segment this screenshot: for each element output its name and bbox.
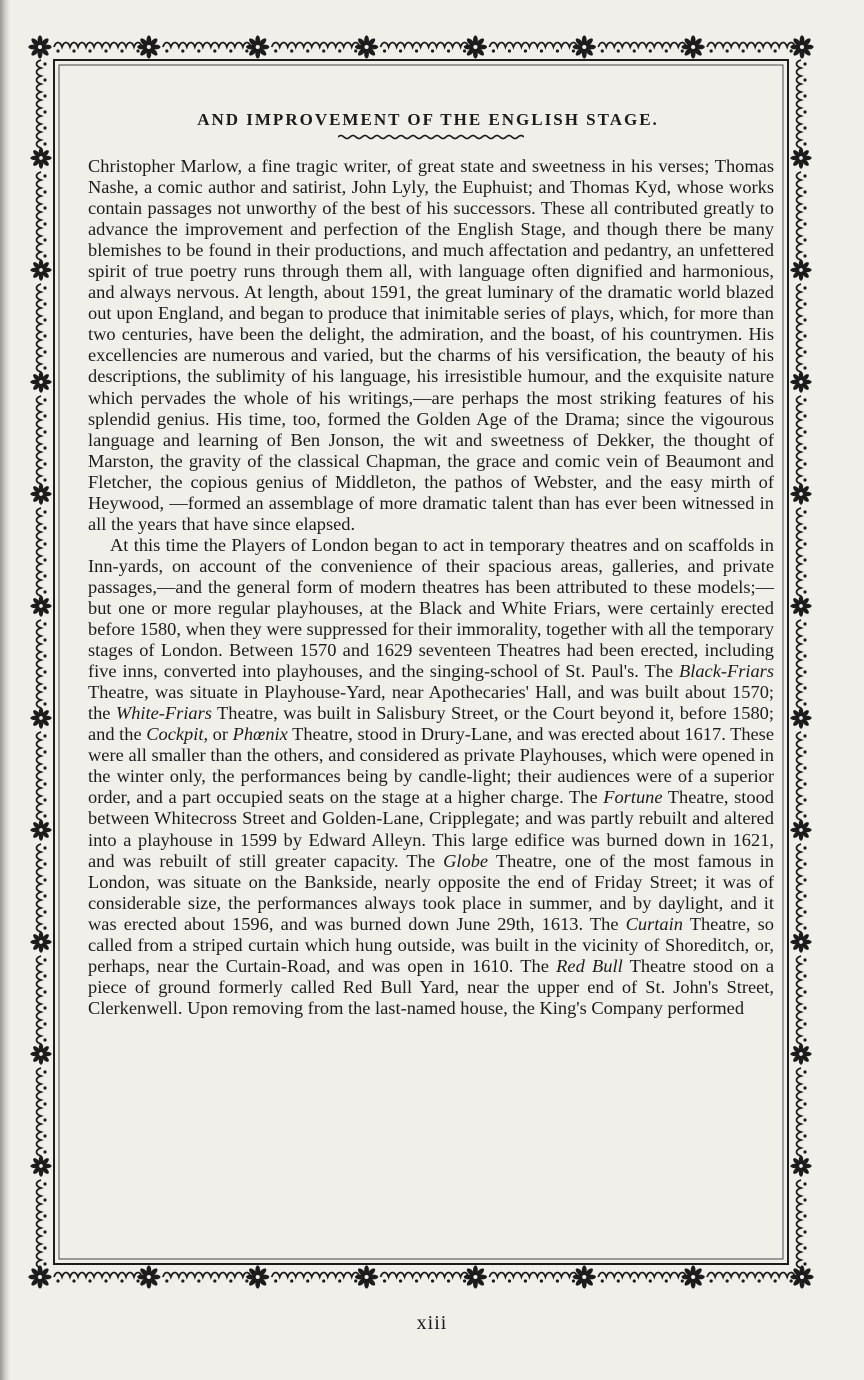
flower-ornament bbox=[790, 1043, 811, 1064]
flower-ornament bbox=[355, 35, 378, 58]
text-run: Theatre stood on a piece of ground formerly called Red Bull Yard, near the upper end of St. John's Street, Clerkenwell. Upon removing from the last-named house, the King's Company performed bbox=[88, 955, 774, 1018]
flower-ornament bbox=[28, 1265, 51, 1288]
running-head: AND IMPROVEMENT OF THE ENGLISH STAGE. bbox=[197, 110, 659, 129]
flower-ornament bbox=[790, 35, 813, 58]
scroll-ornament bbox=[797, 172, 807, 260]
paragraph bbox=[88, 156, 774, 535]
flower-ornament bbox=[790, 707, 811, 728]
text-run: Christopher Marlow, a fine tragic writer, of great state and sweetness in his verses; Thomas Nashe, a comic author and satirist, John Lyly, the Euphuist; and Thomas Kyd, whose works contain passages not unworthy of the best of his successors. These all contributed greatly to advance the improvement and perfection of the English Stage, and though there be many blemishes to be found in their productions, and much affectation and pedantry, an unfettered spirit of true poetry runs through them all, with language often dignified and harmonious, and always nervous. At length, about 1591, the great luminary of the dramatic world blazed out upon England, and began to produce that inimitable series of plays, which, for more than two centuries, have been the delight, the admiration, and the boast, of his countrymen. His excellencies are numerous and varied, but the charms of his versification, the beauty of his descriptions, the sublimity of his language, his irresistible humour, and the exquisite nature which pervades the whole of his writings,—are perhaps the most striking features of his splendid genius. His time, too, formed the Golden Age of the Drama; since the vigourous language and learning of Ben Jonson, the wit and sweetness of Dekker, the thought of Marston, the gravity of the classical Chapman, the grace and comic vein of Beaumont and Fletcher, the copious genius of Middleton, the pathos of Webster, and the easy mirth of Heywood, —formed an assemblage of more dramatic talent than has ever been witnessed in all the years that have since elapsed. bbox=[88, 156, 774, 534]
scroll-ornament bbox=[37, 508, 47, 596]
scroll-ornament bbox=[797, 508, 807, 596]
italic-run: Fortune bbox=[603, 787, 663, 808]
italic-run: Black-Friars bbox=[679, 661, 774, 682]
scroll-ornament bbox=[54, 43, 142, 53]
scroll-ornament bbox=[37, 1180, 47, 1268]
scroll-ornament bbox=[707, 1273, 795, 1283]
flower-ornament bbox=[246, 35, 269, 58]
flower-ornament bbox=[30, 707, 51, 728]
flower-ornament bbox=[790, 931, 811, 952]
flower-ornament bbox=[30, 1155, 51, 1176]
scroll-ornament bbox=[37, 60, 47, 148]
italic-run: White-Friars bbox=[115, 703, 212, 724]
scroll-ornament bbox=[272, 43, 360, 53]
text-run: Theatre, so called from a striped curtain which hung outside, was built in the vicinity of Shoreditch, or, perhaps, near the Curtain-Road, and was open in 1610. The bbox=[88, 913, 774, 976]
flower-ornament bbox=[573, 1265, 596, 1288]
flower-ornament bbox=[30, 819, 51, 840]
scroll-ornament bbox=[381, 43, 469, 53]
scroll-ornament bbox=[163, 43, 251, 53]
flower-ornament bbox=[790, 1155, 811, 1176]
flower-ornament bbox=[355, 1265, 378, 1288]
scroll-ornament bbox=[797, 1068, 807, 1156]
text-run: At this time the Players of London began to act in temporary theatres and on scaffolds in Inn-yards, on account of the convenience of their spacious areas, galleries, and private passages,—and the general form of modern theatres has been attributed to these models;—but one or more regular playhouses, at the Black and White Friars, were certainly erected before 1580, when they were suppressed for their immorality, together with all the temporary stages of London. Between 1570 and 1629 seventeen Theatres had been erected, including five inns, converted into playhouses, and the singing-school of St. Paul's. The bbox=[88, 534, 774, 682]
flower-ornament bbox=[246, 1265, 269, 1288]
scroll-ornament bbox=[163, 1273, 251, 1283]
scroll-ornament bbox=[37, 396, 47, 484]
scroll-ornament bbox=[381, 1273, 469, 1283]
flower-ornament bbox=[30, 595, 51, 616]
scroll-ornament bbox=[797, 60, 807, 148]
body-text bbox=[88, 156, 774, 1019]
scroll-ornament bbox=[598, 1273, 686, 1283]
flower-ornament bbox=[682, 35, 705, 58]
scroll-ornament bbox=[707, 43, 795, 53]
scroll-ornament bbox=[37, 620, 47, 708]
text-run: Theatre, stood in Drury-Lane, and was erected about 1617. These were all smaller than the others, and considered as private Playhouses, which were opened in the winter only, the performances being by candle-light; their audiences were of a superior order, and a part occupied seats on the stage at a higher charge. The bbox=[88, 724, 774, 808]
flower-ornament bbox=[790, 259, 811, 280]
flower-ornament bbox=[137, 35, 160, 58]
flower-ornament bbox=[790, 483, 811, 504]
scroll-ornament bbox=[797, 956, 807, 1044]
flower-ornament bbox=[137, 1265, 160, 1288]
head-rule-ornament bbox=[338, 134, 524, 140]
scroll-ornament bbox=[797, 844, 807, 932]
flower-ornament bbox=[30, 1043, 51, 1064]
text-run: , or bbox=[203, 724, 233, 745]
italic-run: Red Bull bbox=[556, 955, 623, 976]
scroll-ornament bbox=[54, 1273, 142, 1283]
scroll-ornament bbox=[598, 43, 686, 53]
italic-run: Globe bbox=[443, 850, 489, 871]
text-run: Theatre, was built in Salisbury Street, or the Court beyond it, before 1580; and the bbox=[88, 703, 774, 745]
scroll-ornament bbox=[37, 284, 47, 372]
flower-ornament bbox=[464, 35, 487, 58]
scroll-ornament bbox=[37, 956, 47, 1044]
flower-ornament bbox=[30, 931, 51, 952]
flower-ornament bbox=[30, 483, 51, 504]
scroll-ornament bbox=[37, 732, 47, 820]
flower-ornament bbox=[30, 147, 51, 168]
paragraph bbox=[88, 535, 774, 1019]
flower-ornament bbox=[790, 595, 811, 616]
scroll-ornament bbox=[37, 172, 47, 260]
flower-ornament bbox=[790, 147, 811, 168]
scroll-ornament bbox=[797, 284, 807, 372]
scroll-ornament bbox=[797, 732, 807, 820]
scroll-ornament bbox=[37, 844, 47, 932]
text-run: Theatre, stood between Whitecross Street and Golden-Lane, Cripplegate; and was partly rebuilt and altered into a playhouse in 1599 by Edward Alleyn. This large edifice was burned down in 1621, and was rebuilt of still greater capacity. The bbox=[88, 787, 774, 871]
scroll-ornament bbox=[489, 1273, 577, 1283]
flower-ornament bbox=[28, 35, 51, 58]
scroll-ornament bbox=[37, 1068, 47, 1156]
flower-ornament bbox=[30, 259, 51, 280]
scroll-ornament bbox=[797, 620, 807, 708]
text-run: Theatre, was situate in Playhouse-Yard, near Apothecaries' Hall, and was built about 1570; the bbox=[88, 682, 774, 724]
italic-run: Curtain bbox=[625, 913, 683, 934]
flower-ornament bbox=[682, 1265, 705, 1288]
flower-ornament bbox=[790, 819, 811, 840]
flower-ornament bbox=[30, 371, 51, 392]
text-run: Theatre, one of the most famous in London, was situate on the Bankside, nearly opposite the end of Friday Street; it was of considerable size, the performances always took place in summer, and by daylight, and it was erected about 1596, and was burned down June 29th, 1613. The bbox=[88, 850, 774, 934]
scroll-ornament bbox=[797, 396, 807, 484]
scroll-ornament bbox=[272, 1273, 360, 1283]
book-spine-shadow bbox=[0, 0, 10, 1380]
flower-ornament bbox=[464, 1265, 487, 1288]
scroll-ornament bbox=[489, 43, 577, 53]
scroll-ornament bbox=[797, 1180, 807, 1268]
flower-ornament bbox=[790, 1265, 813, 1288]
italic-run: Cockpit bbox=[146, 724, 204, 745]
italic-run: Phœnix bbox=[232, 724, 288, 745]
page-number: xiii bbox=[416, 1312, 448, 1334]
flower-ornament bbox=[790, 371, 811, 392]
flower-ornament bbox=[573, 35, 596, 58]
